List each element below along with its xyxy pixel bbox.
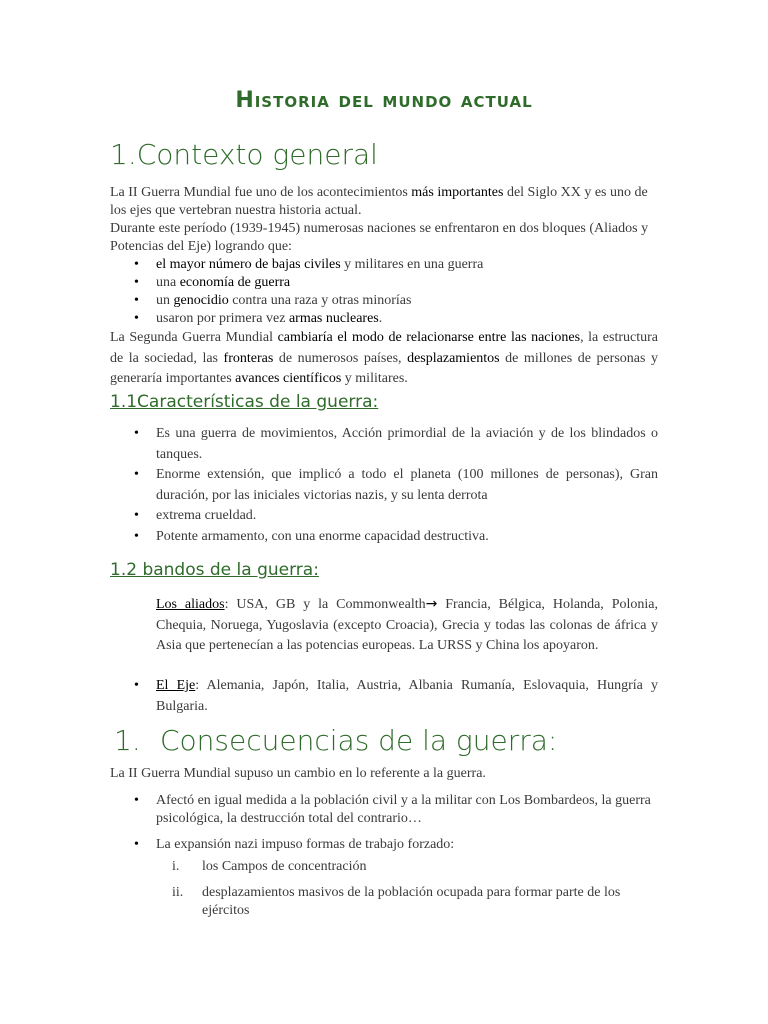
- text: contra una raza y otras minorías: [228, 293, 412, 308]
- bullet-icon: •: [134, 467, 139, 482]
- section-heading-consecuencias: Consecuencias de la guerra:: [160, 724, 558, 757]
- highlight-text: armas nucleares: [288, 311, 379, 326]
- text: Potente armamento, con una enorme capacidad destructiva.: [156, 528, 489, 544]
- aliados-paragraph: [156, 594, 658, 657]
- text: y militares.: [341, 371, 408, 386]
- subsection-heading-caracteristicas: 1.1Características de la guerra:: [110, 392, 379, 412]
- text: Afectó en igual medida a la población civil y a la militar con Los Bombardeos, la guerra psicológica, la destrucción total del contrario…: [156, 793, 651, 826]
- list-item: [134, 292, 666, 310]
- text: Francia, Bélgica, Holanda, Polonia, Chequia, Noruega, Yugoslavia (excepto Croacia), Grecia y todas las colonas de áfrica y Asia que pertenecían a las potencias europeas. La URSS y China los apoyaron.: [156, 597, 658, 653]
- paragraph-period: Durante este período (1939-1945) numerosas naciones se enfrentaron en dos bloques (Aliados y Potencias del Eje) logrando que:: [110, 221, 649, 254]
- text: , la estructura de la sociedad, las: [110, 330, 658, 366]
- text: de millones de personas y generaría importantes: [110, 350, 658, 386]
- text: del Siglo XX y es uno de los ejes que vertebran nuestra historia actual.: [110, 185, 648, 218]
- list-item: [134, 424, 658, 465]
- text: desplazamientos masivos de la población ocupada para formar parte de los ejércitos: [202, 885, 621, 918]
- text: y militares en una guerra: [340, 257, 484, 272]
- highlight-text: el mayor número de bajas civiles: [156, 257, 341, 272]
- eje-label: El Eje: [156, 678, 196, 693]
- context-bullet-list: [134, 256, 666, 328]
- arrow-right-icon: →: [425, 596, 438, 612]
- bullet-icon: •: [134, 257, 139, 272]
- list-item: [134, 274, 666, 292]
- text: La II Guerra Mundial fue uno de los acontecimientos: [110, 185, 412, 200]
- characteristics-bullet-list: [134, 424, 658, 547]
- highlight-text: fronteras: [223, 350, 274, 366]
- list-item: [134, 836, 656, 854]
- bullet-icon: •: [134, 426, 139, 441]
- text: extrema crueldad.: [156, 508, 257, 523]
- bullet-icon: •: [134, 678, 139, 693]
- bullet-icon: •: [134, 793, 139, 808]
- consequences-intro: La II Guerra Mundial supuso un cambio en lo referente a la guerra.: [110, 766, 486, 781]
- list-item: [134, 465, 658, 506]
- text: .: [378, 311, 383, 326]
- list-item: [134, 792, 656, 828]
- paragraph-intro: [110, 184, 658, 220]
- bullet-icon: •: [134, 528, 139, 544]
- document-title: Historia del mundo actual: [235, 88, 533, 113]
- list-item: [134, 676, 658, 717]
- eje-bullet-list: [134, 676, 658, 717]
- text: Es una guerra de movimientos, Acción primordial de la aviación y de los blindados o tanques.: [156, 426, 658, 462]
- text: : Alemania, Japón, Italia, Austria, Albania Rumanía, Eslovaquia, Hungría y Bulgaria.: [156, 678, 658, 714]
- list-item: [134, 310, 666, 328]
- list-item: [172, 884, 658, 920]
- roman-numeral: ii.: [172, 885, 184, 900]
- highlight-text: cambiaría el modo de relacionarse entre las naciones: [277, 330, 581, 345]
- text: un: [156, 293, 174, 308]
- list-item: [134, 506, 658, 527]
- text: Enorme extensión, que implicó a todo el planeta (100 millones de personas), Gran duración, por las iniciales victorias nazis, y su lenta derrota: [156, 467, 658, 503]
- text: usaron por primera vez: [156, 311, 289, 326]
- highlight-text: desplazamientos: [407, 350, 500, 366]
- section-heading-contexto: 1.Contexto general: [110, 138, 378, 171]
- highlight-text: más importantes: [411, 185, 504, 200]
- text: : USA, GB y la Commonwealth: [224, 597, 426, 612]
- bullet-icon: •: [134, 275, 139, 290]
- section-heading-consecuencias-number: 1.: [114, 724, 141, 757]
- highlight-text: avances científicos: [235, 371, 342, 386]
- paragraph-consequences-summary: [110, 328, 658, 390]
- text: La expansión nazi impuso formas de trabajo forzado:: [156, 837, 455, 852]
- aliados-label: Los aliados: [156, 597, 225, 612]
- highlight-text: economía de guerra: [179, 275, 291, 290]
- forced-labor-sublist: [172, 858, 658, 920]
- text: los Campos de concentración: [202, 859, 367, 874]
- bullet-icon: •: [134, 293, 139, 308]
- bullet-icon: •: [134, 508, 139, 523]
- list-item: [134, 527, 658, 548]
- roman-numeral: i.: [172, 859, 180, 874]
- highlight-text: genocidio: [173, 293, 229, 308]
- subsection-heading-bandos: 1.2 bandos de la guerra:: [110, 560, 319, 580]
- text: La Segunda Guerra Mundial: [110, 330, 278, 345]
- list-item: [172, 858, 658, 876]
- list-item: [134, 256, 666, 274]
- bullet-icon: •: [134, 837, 139, 852]
- text: de numerosos países,: [273, 350, 408, 366]
- text: una: [156, 275, 180, 290]
- consequences-bullet-list: [134, 792, 656, 854]
- bullet-icon: •: [134, 311, 139, 326]
